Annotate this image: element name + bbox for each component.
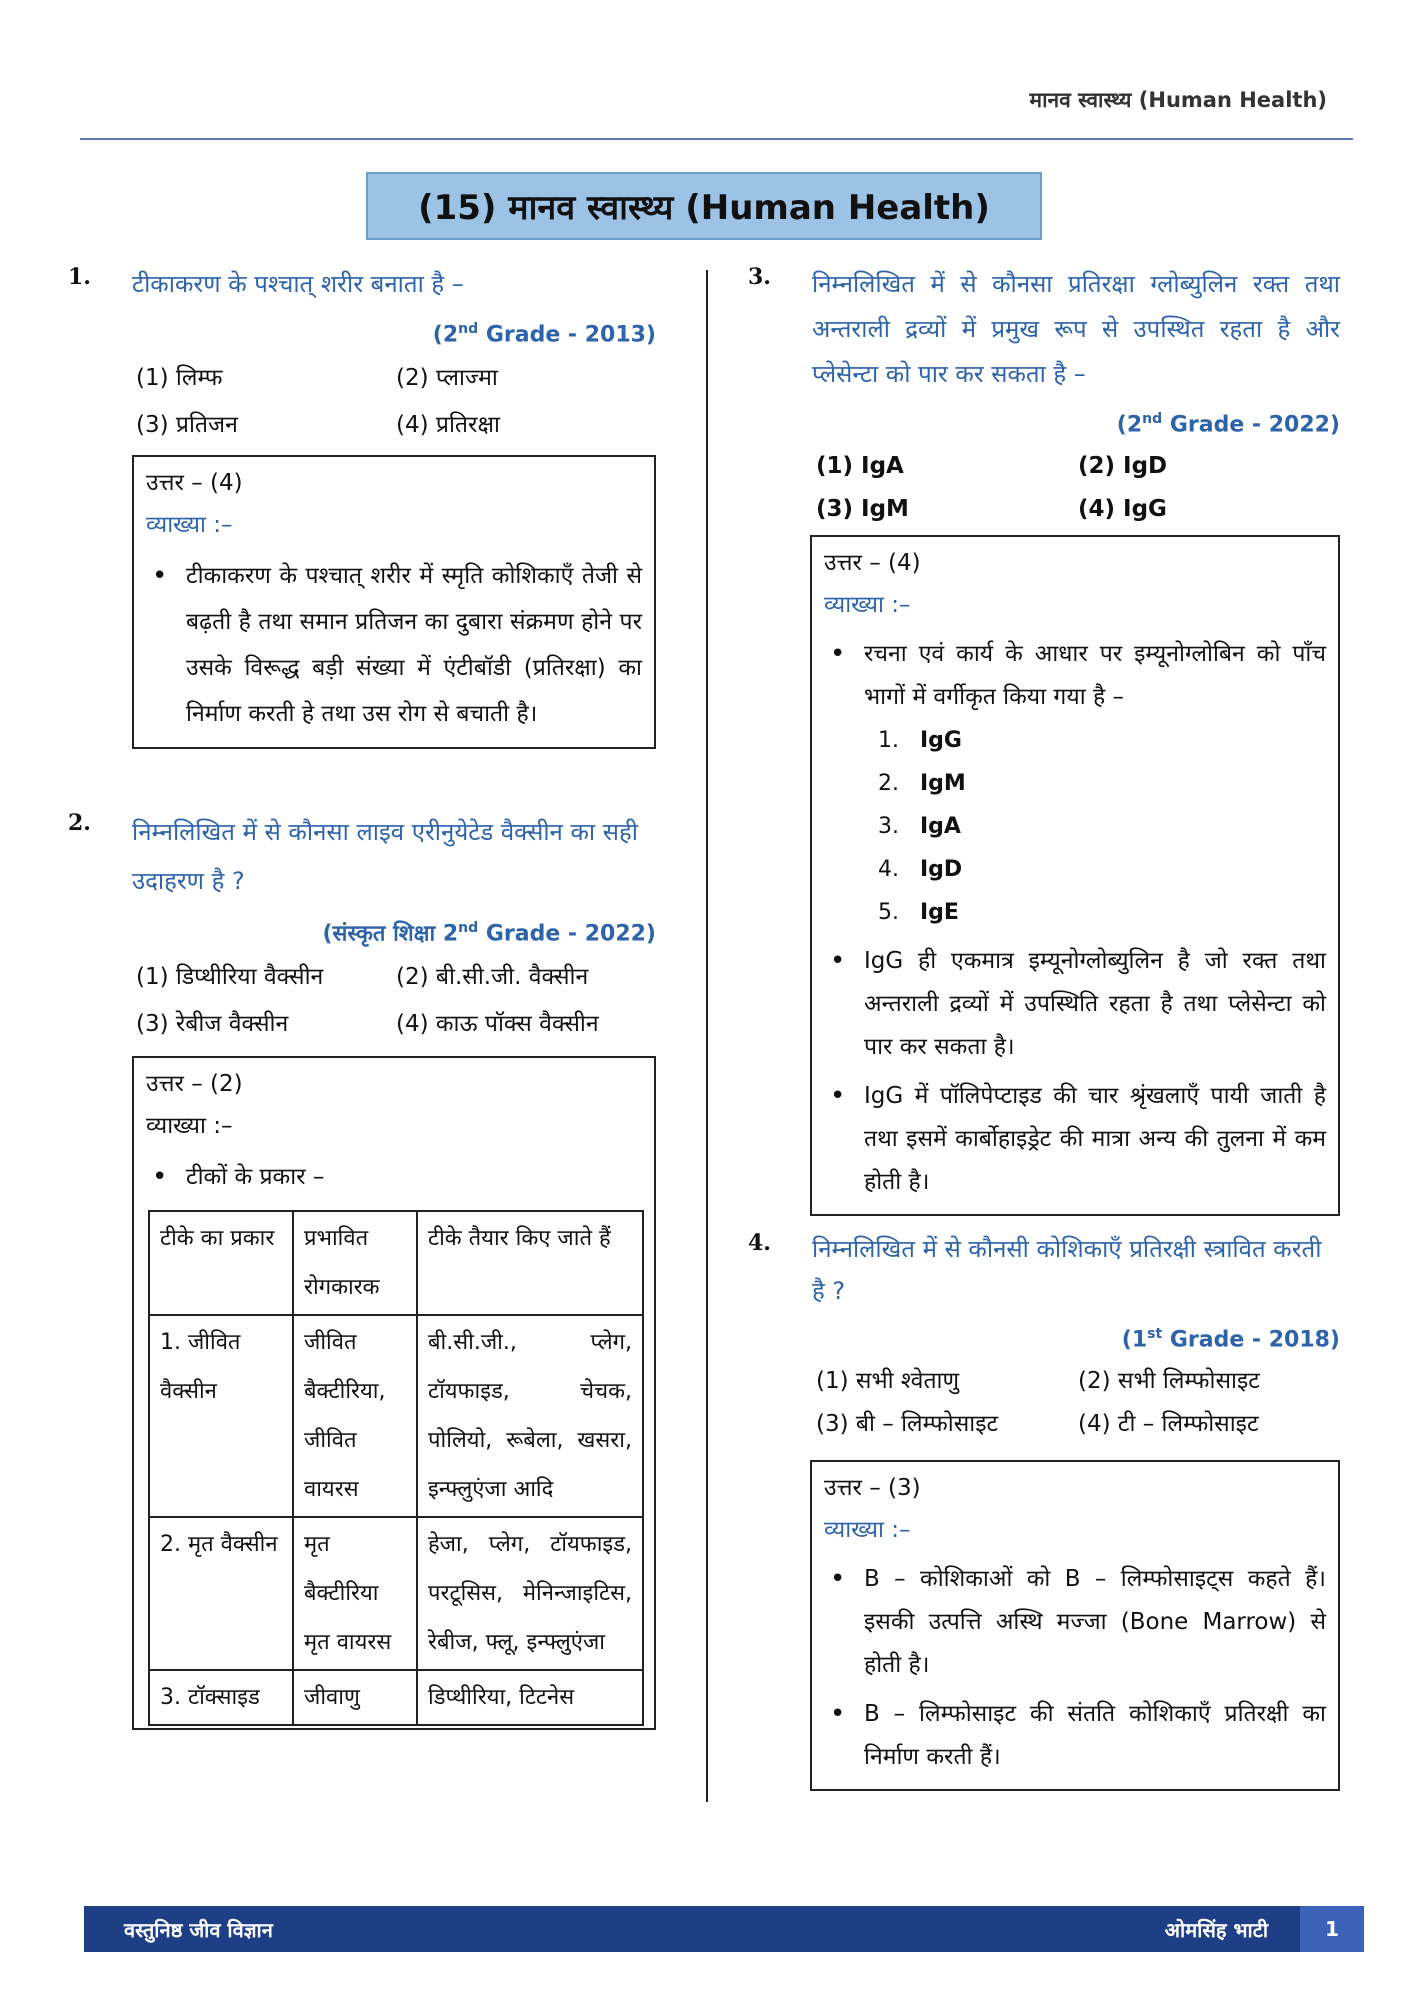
table-cell: 2. मृत वैक्सीन: [149, 1517, 293, 1670]
answer-box: [810, 1460, 1340, 1791]
option-4: (4) टी – लिम्फोसाइट: [1078, 1411, 1259, 1438]
options: [812, 1360, 1340, 1446]
option-2: (2) प्लाज्मा: [396, 365, 498, 392]
option-4: (4) प्रतिरक्षा: [396, 412, 500, 439]
list-item: 3. IgA: [878, 814, 961, 840]
option-1: (1) लिम्फ: [136, 365, 223, 392]
immunoglobulin-list: [824, 719, 1326, 934]
option-2: (2) बी.सी.जी. वैक्सीन: [396, 964, 589, 991]
option-4: (4) IgG: [1078, 496, 1167, 523]
table-row: [149, 1670, 643, 1725]
table-cell: जीवाणु: [293, 1670, 417, 1725]
explanation-label: व्याख्या :–: [824, 592, 911, 619]
options: [132, 355, 656, 449]
footer-book-title: वस्तुनिष्ठ जीव विज्ञान: [124, 1918, 273, 1942]
table-row: [149, 1315, 643, 1517]
running-head: मानव स्वास्थ्य (Human Health): [1029, 88, 1327, 112]
table-header-cell: प्रभावित रोगकारक: [293, 1211, 417, 1315]
question-source: (1st Grade - 2018): [1121, 1326, 1340, 1353]
vaccine-types-table: [148, 1210, 644, 1726]
question-3: [748, 262, 1340, 1216]
option-1: (1) सभी श्वेताणु: [816, 1368, 960, 1395]
options: [812, 445, 1340, 531]
answer-box: [132, 1056, 656, 1730]
question-number: 4.: [748, 1230, 771, 1256]
page-number: 1: [1300, 1906, 1364, 1952]
table-header-row: [149, 1211, 643, 1315]
question-number: 1.: [68, 264, 91, 290]
option-1: (1) IgA: [816, 453, 904, 480]
list-item: 1. IgG: [878, 728, 962, 754]
option-1: (1) डिप्थीरिया वैक्सीन: [136, 964, 324, 991]
table-cell: मृत बैक्टीरिया मृत वायरस: [293, 1517, 417, 1670]
explanation-bullet: • टीकाकरण के पश्चात् शरीर में स्मृति कोशिकाएँ तेजी से बढ़ती है तथा समान प्रतिजन का दुबारा संक्रमण होने पर उसके विरूद्ध बड़ी संख्या में एंटीबॉडी (प्रतिरक्षा) का निर्माण करती हे तथा उस रोग से बचाती है।: [146, 553, 642, 737]
option-4: (4) काऊ पॉक्स वैक्सीन: [396, 1011, 599, 1038]
option-3: (3) रेबीज वैक्सीन: [136, 1011, 289, 1038]
table-header-cell: टीके तैयार किए जाते हैं: [417, 1211, 643, 1315]
table-cell: हेजा, प्लेग, टॉयफाइड, परटूसिस, मेनिन्जाइटिस, रेबीज, फ्लू, इन्फ्लुएंजा: [417, 1517, 643, 1670]
column-divider: [706, 270, 708, 1802]
question-text: निम्नलिखित में से कौनसा लाइव एरीनुयेटेड वैक्सीन का सही उदाहरण है ?: [132, 818, 638, 895]
question-number: 3.: [748, 264, 771, 290]
table-row: [149, 1517, 643, 1670]
question-source: (संस्कृत शिक्षा 2nd Grade - 2022): [322, 920, 656, 947]
table-cell: बी.सी.जी., प्लेग, टॉयफाइड, चेचक, पोलियो, रूबेला, खसरा, इन्फ्लुएंजा आदि: [417, 1315, 643, 1517]
question-number: 2.: [68, 810, 91, 836]
explanation-label: व्याख्या :–: [824, 1517, 911, 1544]
table-cell: 3. टॉक्साइड: [149, 1670, 293, 1725]
answer-label: उत्तर – (4): [824, 550, 921, 577]
list-item: 2. IgM: [878, 771, 966, 797]
explanation-bullet: • रचना एवं कार्य के आधार पर इम्यूनोग्लोबिन को पाँच भागों में वर्गीकृत किया गया है –: [824, 633, 1326, 719]
table-cell: डिप्थीरिया, टिटनेस: [417, 1670, 643, 1725]
explanation-bullet: • IgG ही एकमात्र इम्यूनोग्लोब्युलिन है जो रक्त तथा अन्तराली द्रव्यों में उपस्थिति रहता है तथा प्लेसेन्टा को पार कर सकता है।: [824, 940, 1326, 1069]
explanation-bullet: • B – लिम्फोसाइट की संतति कोशिकाएँ प्रतिरक्षी का निर्माण करती हैं।: [824, 1693, 1326, 1779]
question-1: [68, 262, 656, 749]
table-header-cell: टीके का प्रकार: [149, 1211, 293, 1315]
list-item: 5. IgE: [878, 900, 959, 926]
answer-label: उत्तर – (3): [824, 1475, 921, 1502]
question-text: निम्नलिखित में से कौनसा प्रतिरक्षा ग्लोब्युलिन रक्त तथा अन्तराली द्रव्यों में प्रमुख रूप से उपस्थित रहता है और प्लेसेन्टा को पार कर सकता है –: [812, 270, 1340, 388]
explanation-bullet: • IgG में पॉलिपेप्टाइड की चार श्रृंखलाएँ पायी जाती है तथा इसमें कार्बोहाइड्रेट की मात्रा अन्य की तुलना में कम होती है।: [824, 1075, 1326, 1204]
question-source: (2nd Grade - 2022): [1116, 411, 1340, 438]
header-rule: [80, 138, 1353, 140]
table-cell: 1. जीवित वैक्सीन: [149, 1315, 293, 1517]
footer-bar: [84, 1906, 1364, 1952]
question-text: टीकाकरण के पश्चात् शरीर बनाता है –: [132, 270, 464, 298]
explanation-bullet: • टीकों के प्रकार –: [146, 1154, 642, 1200]
question-source: (2nd Grade - 2013): [432, 321, 656, 348]
explanation-label: व्याख्या :–: [146, 512, 233, 539]
option-3: (3) IgM: [816, 496, 909, 523]
explanation-label: व्याख्या :–: [146, 1113, 233, 1140]
question-4: [748, 1228, 1340, 1791]
option-3: (3) प्रतिजन: [136, 412, 238, 439]
answer-box: [810, 535, 1340, 1216]
list-item: 4. IgD: [878, 857, 963, 883]
answer-box: [132, 455, 656, 749]
option-3: (3) बी – लिम्फोसाइट: [816, 1411, 999, 1438]
table-cell: जीवित बैक्टीरिया, जीवित वायरस: [293, 1315, 417, 1517]
answer-label: उत्तर – (4): [146, 470, 243, 497]
options: [132, 954, 656, 1048]
answer-label: उत्तर – (2): [146, 1071, 243, 1098]
question-2: [68, 808, 656, 1730]
question-text: निम्नलिखित में से कौनसी कोशिकाएँ प्रतिरक्षी स्त्रावित करती है ?: [812, 1235, 1322, 1305]
explanation-bullet: • B – कोशिकाओं को B – लिम्फोसाइट्स कहते हैं। इसकी उत्पत्ति अस्थि मज्जा (Bone Marrow) से होती है।: [824, 1558, 1326, 1687]
chapter-title: (15) मानव स्वास्थ्य (Human Health): [366, 172, 1042, 240]
option-2: (2) IgD: [1078, 453, 1168, 480]
option-2: (2) सभी लिम्फोसाइट: [1078, 1368, 1260, 1395]
footer-author: ओमसिंह भाटी: [1164, 1918, 1268, 1942]
